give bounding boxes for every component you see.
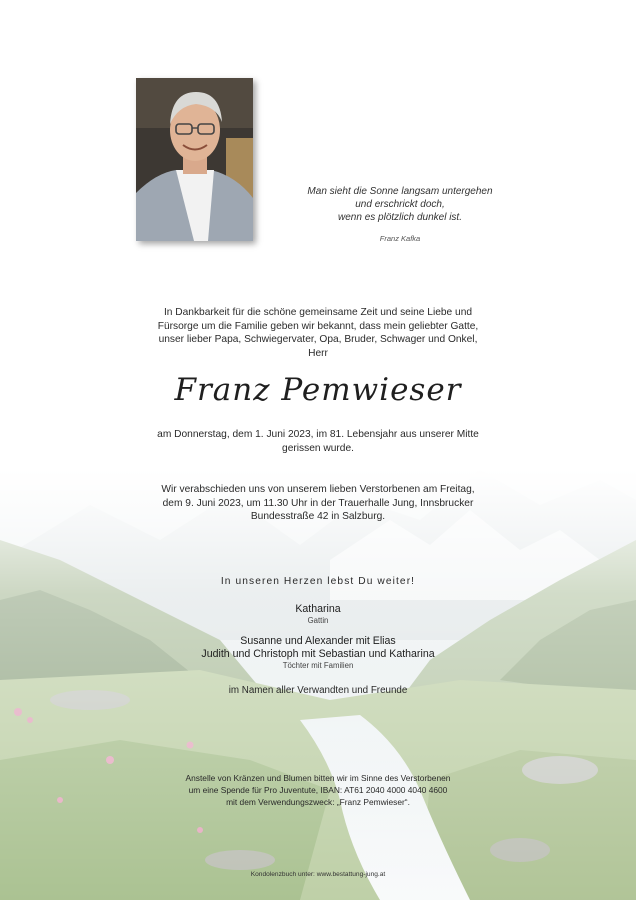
intro-line: unser lieber Papa, Schwiegervater, Opa, Bruder, Schwager und Onkel, (158, 334, 478, 346)
death-notice (118, 428, 518, 455)
funeral-details (118, 483, 518, 524)
children-line: Judith und Christoph mit Sebastian und Katharina (201, 648, 435, 660)
announcement-text (118, 306, 518, 360)
spouse-role: Gattin (307, 616, 329, 625)
portrait-photo (136, 78, 253, 241)
donation-line: mit dem Verwendungszweck: „Franz Pemwieser“. (226, 797, 410, 807)
intro-line: Fürsorge um die Familie geben wir bekannt, dass mein geliebter Gatte, (157, 320, 479, 332)
children-role: Töchter mit Familien (282, 661, 354, 670)
quote-author: Franz Kafka (379, 234, 421, 243)
funeral-line: Wir verabschieden uns von unserem lieben Verstorbenen am Freitag, (161, 484, 475, 495)
intro-line: In Dankbarkeit für die schöne gemeinsame Zeit und seine Liebe und (163, 307, 473, 318)
intro-line: Herr (308, 347, 328, 359)
donation-note (118, 772, 518, 808)
quote-line: wenn es plötzlich dunkel ist. (338, 212, 462, 223)
quote-line: Man sieht die Sonne langsam untergehen (307, 186, 493, 197)
deceased-name: Franz Pemwieser (174, 372, 462, 408)
funeral-line: Bundesstraße 42 in Salzburg. (250, 511, 386, 523)
mourners-list (118, 603, 518, 696)
spouse-name: Katharina (295, 603, 341, 615)
spouse-group (118, 603, 518, 626)
condolence-footer: Kondolenzbuch unter: www.bestattung-jung.at (250, 871, 386, 878)
memorial-motto: In unseren Herzen lebst Du weiter! (220, 576, 416, 587)
quote-line: und erschrickt doch, (355, 199, 445, 210)
relatives-line: im Namen aller Verwandten und Freunde (228, 685, 408, 696)
death-line: am Donnerstag, dem 1. Juni 2023, im 81. Lebensjahr aus unserer Mitte (157, 429, 479, 440)
quote-block (270, 185, 530, 245)
donation-line: Anstelle von Kränzen und Blumen bitten wir im Sinne des Verstorbenen (185, 773, 451, 783)
funeral-line: dem 9. Juni 2023, um 11.30 Uhr in der Trauerhalle Jung, Innsbrucker (162, 497, 474, 509)
children-group (118, 635, 518, 671)
donation-line: um eine Spende für Pro Juventute, IBAN: AT61 2040 4000 4040 4600 (188, 785, 448, 795)
children-line: Susanne und Alexander mit Elias (240, 635, 396, 647)
death-line: gerissen wurde. (282, 442, 354, 454)
